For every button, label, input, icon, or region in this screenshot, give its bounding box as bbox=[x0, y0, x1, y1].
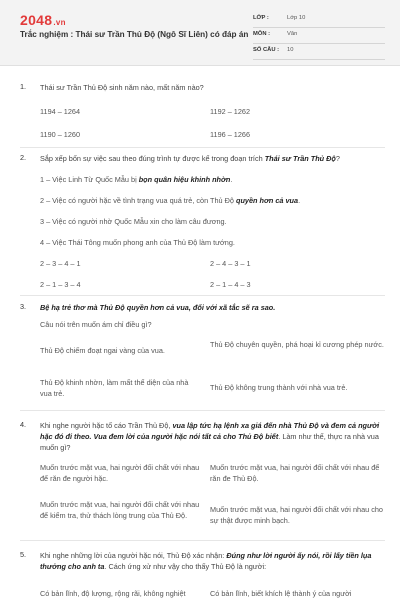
event-line: 4 – Việc Thái Tông muốn phong anh của Thủ Độ làm tướng. bbox=[40, 238, 235, 247]
option-c[interactable]: Muốn trước mặt vua, hai người đối chất với nhau để kiểm tra, thử thách lòng trung của Thủ Độ. bbox=[40, 500, 200, 520]
site-logo[interactable]: 2048.vn bbox=[20, 12, 66, 28]
question-5: 5. Khi nghe những lời của người hặc nói, Thủ Độ xác nhận: Đúng như lời người ấy nói, rồi lấy tiền lụa thưởng cho anh ta. Cách ứng xử như vậy cho thấy Thủ Độ là người: Có bản lĩnh, độ lượng, rộng rãi, không nghiệt Có bản lĩnh, biết khích lệ thành ý của người bbox=[20, 550, 385, 600]
divider bbox=[20, 410, 385, 411]
quiz-title: Trắc nghiệm : Thái sư Trần Thủ Độ (Ngô Sĩ Liên) có đáp án bbox=[20, 30, 249, 39]
question-prompt: Câu nói trên muốn ám chỉ điều gì? bbox=[40, 320, 152, 329]
option-d[interactable]: Thủ Độ không trung thành với nhà vua trẻ. bbox=[210, 383, 348, 392]
meta-class: LỚP : Lớp 10 bbox=[253, 12, 385, 28]
question-4: 4. Khi nghe người hặc tố cáo Trần Thủ Độ, vua lập tức hạ lệnh xa giá đến nhà Thủ Độ và đem cả người hặc đó đi theo. Vua đem lời của người hặc nói tất cả cho Thủ Độ biết. Làm như thế, thực ra nhà vua muốn gì? Muốn trước mặt vua, hai người đối chất với nhau để răn đe người hặc. Muốn trước mặt vua, hai người đối chất với nhau để răn đe Thủ Độ. Muốn trước mặt vua, hai người đối chất với nhau để kiểm tra, thử thách lòng trung của Thủ Độ. Muốn trước mặt vua, hai người đối chất với nhau cho sự thật được minh bạch. bbox=[20, 420, 385, 540]
event-line: 1 – Việc Linh Từ Quốc Mẫu bị bọn quân hiệu khinh nhờn. bbox=[40, 175, 233, 184]
option-b[interactable]: 1192 – 1262 bbox=[210, 107, 251, 116]
option-d[interactable]: Muốn trước mặt vua, hai người đối chất với nhau cho sự thật được minh bạch. bbox=[210, 505, 383, 525]
option-a[interactable]: Muốn trước mặt vua, hai người đối chất với nhau để răn đe người hặc. bbox=[40, 463, 200, 483]
divider bbox=[20, 540, 385, 541]
divider bbox=[20, 147, 385, 148]
option-a[interactable]: 2 – 3 – 4 – 1 bbox=[40, 259, 81, 268]
quiz-meta bbox=[253, 12, 385, 60]
question-1: 1. Thái sư Trần Thủ Độ sinh năm nào, mất năm nào? 1194 – 1264 1192 – 1262 1190 – 1260 1196 – 1266 bbox=[20, 82, 251, 139]
meta-count: SỐ CÂU : 10 bbox=[253, 44, 385, 60]
option-b[interactable]: Muốn trước mặt vua, hai người đối chất với nhau để răn đe Thủ Độ. bbox=[210, 463, 380, 483]
question-2: 2. Sắp xếp bốn sự việc sau theo đúng trình tự được kể trong đoạn trích Thái sư Trần Thủ Độ? 1 – Việc Linh Từ Quốc Mẫu bị bọn quân hiệu khinh nhờn. 2 – Việc có người hặc về tình trạng vua quá trẻ, còn Thủ Độ quyền hơn cả vua. 3 – Việc có người nhờ Quốc Mẫu xin cho làm câu đương. 4 – Việc Thái Tông muốn phong anh của Thủ Độ làm tướng. 2 – 3 – 4 – 1 2 – 4 – 3 – 1 2 – 1 – 3 – 4 2 – 1 – 4 – 3 bbox=[20, 153, 340, 289]
option-c[interactable]: Thủ Độ khinh nhờn, làm mất thể diện của nhà vua trẻ. bbox=[40, 378, 189, 398]
option-a[interactable]: Thủ Độ chiếm đoạt ngai vàng của vua. bbox=[40, 346, 165, 355]
option-c[interactable]: 2 – 1 – 3 – 4 bbox=[40, 280, 81, 289]
event-line: 3 – Việc có người nhờ Quốc Mẫu xin cho làm câu đương. bbox=[40, 217, 227, 226]
option-a[interactable]: Có bản lĩnh, độ lượng, rộng rãi, không nghiệt bbox=[40, 589, 186, 598]
option-d[interactable]: 1196 – 1266 bbox=[210, 130, 251, 139]
option-b[interactable]: Thủ Độ chuyên quyền, phá hoại kỉ cương phép nước. bbox=[210, 340, 384, 349]
option-d[interactable]: 2 – 1 – 4 – 3 bbox=[210, 280, 251, 289]
divider bbox=[20, 295, 385, 296]
option-a[interactable]: 1194 – 1264 bbox=[40, 107, 81, 116]
document-header bbox=[0, 0, 400, 66]
option-b[interactable]: 2 – 4 – 3 – 1 bbox=[210, 259, 251, 268]
question-3: 3. Bệ hạ trẻ thơ mà Thủ Độ quyền hơn cả vua, đối với xã tắc sẽ ra sao. Câu nói trên muốn ám chỉ điều gì? Thủ Độ chiếm đoạt ngai vàng của vua. Thủ Độ chuyên quyền, phá hoại kỉ cương phép nước. Thủ Độ khinh nhờn, làm mất thể diện của nhà vua trẻ. Thủ Độ không trung thành với nhà vua trẻ. bbox=[20, 302, 384, 398]
event-line: 2 – Việc có người hặc về tình trạng vua quá trẻ, còn Thủ Độ quyền hơn cả vua. bbox=[40, 196, 301, 205]
meta-subject: MÔN : Văn bbox=[253, 28, 385, 44]
option-c[interactable]: 1190 – 1260 bbox=[40, 130, 81, 139]
option-b[interactable]: Có bản lĩnh, biết khích lệ thành ý của người bbox=[210, 589, 352, 598]
